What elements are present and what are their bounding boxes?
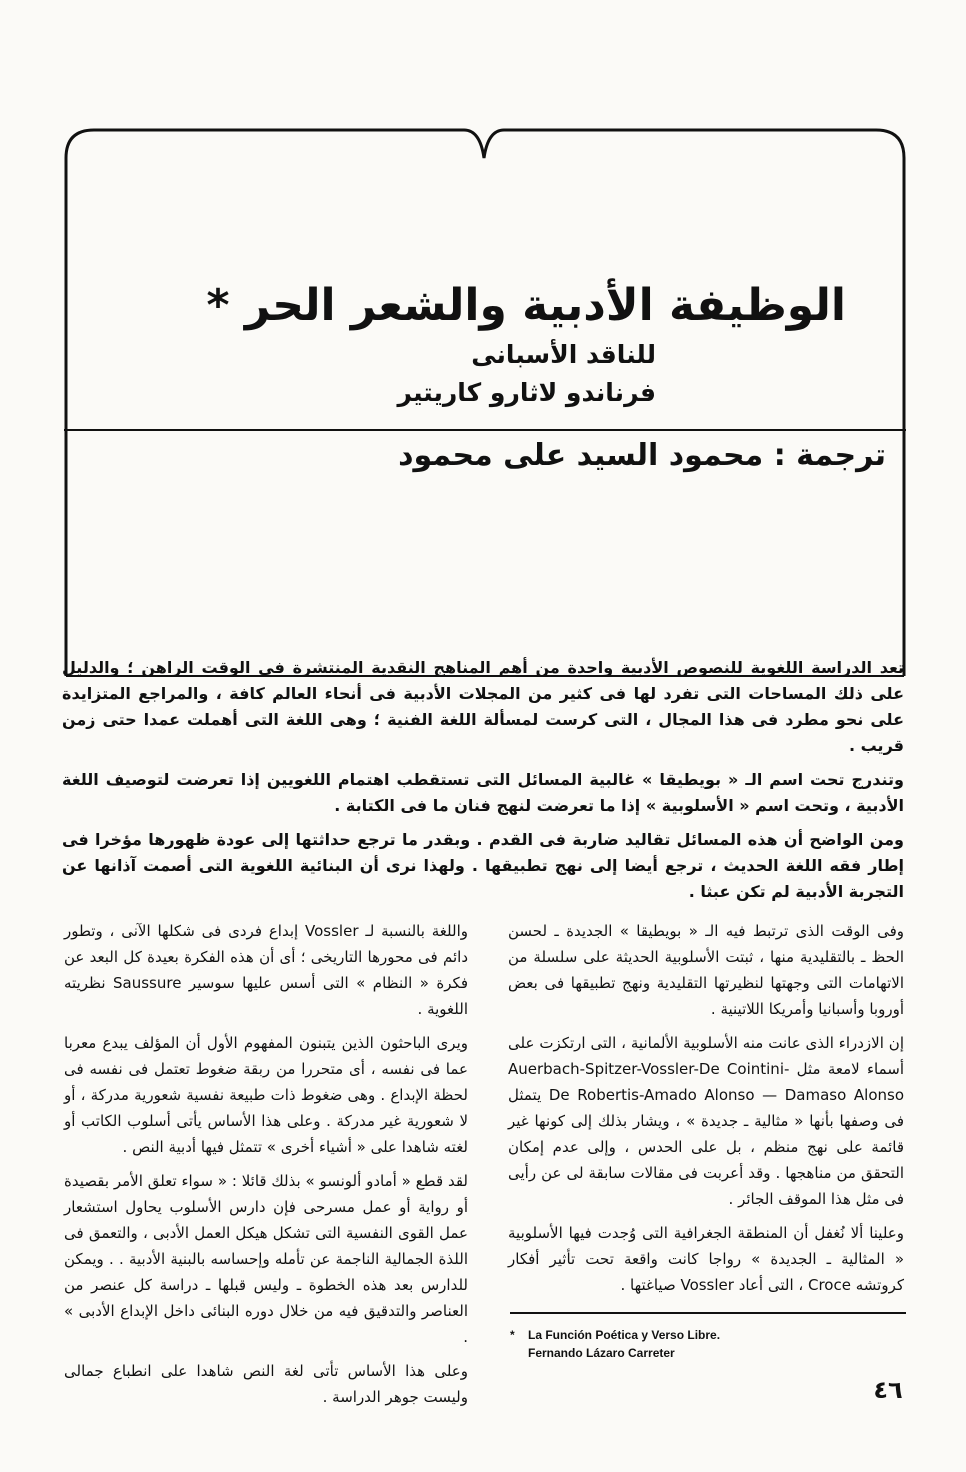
footnote-line-title: La Función Poética y Verso Libre.: [528, 1328, 721, 1342]
footnote-divider: [510, 1312, 906, 1314]
body-paragraph: إن الازدراء الذى عانت منه الأسلوبية الألمانية ، التى ارتكزت على أسماء لامعة مثل -Auerbach-Spitzer-Vossler-De Cointini De Robertis-Amado Alonso — Damaso Alonso يتمثل فى وصفها بأنها « مثالية ـ جديدة » ، ويشار بذلك إلى كونها غير قائمة على نهج منظم ، بل على الحدس ، وإلى عدم إمكان التحقق من مناهجها . وقد أعربت فى مقالات سابقة لى عن رأيى فى مثل هذا الموقف الجائر .: [508, 1034, 905, 1208]
intro-paragraph: ومن الواضح أن هذه المسائل تقاليد ضاربة فى القدم . وبقدر ما ترجع حداثتها إلى عودة ظهورها مؤخرا فى إطار فقه اللغة الحديث ، ترجع أيضا إلى نهج تطبيقها . ولهذا نرى أن البنائية اللغوية التى أصمت آذانها عن التجربة الأدبية لم تكن عبثا .: [62, 830, 904, 901]
article-subtitle-critic: للناقد الأسبانى: [471, 340, 656, 369]
body-paragraph: وفى الوقت الذى ترتبط فيه الـ « بويطيقا » الجديدة ـ لحسن الحظ ـ بالتقليدية منها ، ثبتت الأسلوبية الحديثة على سلسلة من الاتهامات التى وجهتها لنظيرتها التقليدية ونهج تطبيقها فى بعض أوروبا وأسبانيا وأمريكا اللاتينية .: [508, 922, 904, 1018]
footnote-marker: *: [510, 1328, 515, 1342]
footnote: [510, 1326, 720, 1362]
body-paragraph: ويرى الباحثون الذين يتبنون المفهوم الأول أن المؤلف يبدع معربا عما فى نفسه ، أى متحررا من ربقة ضغوط تعتمل فى نفسه فى لحظة الإبداع . وهى ضغوط ذات طبيعة نفسية شعورية مدركة ، أو لا شعورية غير مدركة . وعلى هذا الأساس يأتى أسلوب الكاتب أو لغته شاهدا على « أشياء أخرى » تتمثل فيها أدبية النص .: [64, 1034, 468, 1156]
intro-paragraph: تعد الدراسة اللغوية للنصوص الأدبية واحدة من أهم المناهج النقدية المنتشرة فى الوقت الراهن ؛ والدليل على ذلك المساحات التى تفرد لها فى كثير من المجلات الأدبية فى أنحاء العالم كافة ، والمراجع المتزايدة على نحو مطرد فى هذا المجال ، التى كرست لمسألة اللغة الفنية ؛ وهى اللغة التى أهملت عمدا حتى زمن قريب .: [62, 658, 904, 755]
right-column: [508, 918, 904, 1306]
body-paragraph: وعلى هذا الأساس تأتى لغة النص شاهدا على انطباع جمالى وليست جوهر الدراسة .: [64, 1362, 468, 1406]
intro-section: [62, 655, 904, 913]
footnote-line-author: Fernando Lázaro Carreter: [528, 1346, 675, 1360]
title-divider: [64, 429, 906, 431]
body-paragraph: لقد قطع « أمادو ألونسو » بذلك قائلا : « سواء تعلق الأمر بقصيدة أو رواية أو عمل مسرحى فإن دارس الأسلوب يحاول استشعار عمل القوى النفسية التى تشكل هيكل العمل الأدبى ، والتعمق فى اللذة الجمالية الناجمة عن تأمله وإحساسه بالبنية الأدبية . . ويمكن للدارس بعد هذه الخطوة ـ وليس قبلها ـ دراسة كل عنصر من العناصر والتدقيق فيه من خلال دوره البنائى داخل الإبداع الأدبى » .: [64, 1172, 468, 1346]
title-block: [194, 276, 866, 412]
translator-credit: ترجمة : محمود السيد على محمود: [398, 438, 886, 473]
article-subtitle-author: فرناندو لاثارو كاريتير: [397, 378, 656, 407]
intro-paragraph: وتندرج تحت اسم الـ « بويطيقا » غالبية المسائل التى تستقطب اهتمام اللغويين إذا تعرضت لتوصيف اللغة الأدبية ، وتحت اسم « الأسلوبية » إذا ما تعرضت لنهج فنان ما فى الكتابة .: [62, 770, 904, 815]
body-paragraph: وعلينا ألا نُغفل أن المنطقة الجغرافية التى وُجدت فيها الأسلوبية « المثالية ـ الجديدة » رواجا كانت واقعة تحت تأثير أفكار كروتشه Croce ، التى أعاد Vossler صياغتها .: [508, 1224, 904, 1294]
article-title: الوظيفة الأدبية والشعر الحر *: [206, 280, 846, 331]
body-paragraph: واللغة بالنسبة لـ Vossler إبداع فردى فى شكلها الآنى ، وتطور دائم فى محورها التاريخى ؛ أى أن هذه الفكرة بعيدة كل البعد عن فكرة « النظام » التى أسس عليها سوسير Saussure نظريته اللغوية .: [64, 922, 468, 1018]
page-number: ٤٦: [873, 1376, 903, 1404]
left-column: [64, 918, 468, 1418]
title-frame: [64, 118, 906, 678]
